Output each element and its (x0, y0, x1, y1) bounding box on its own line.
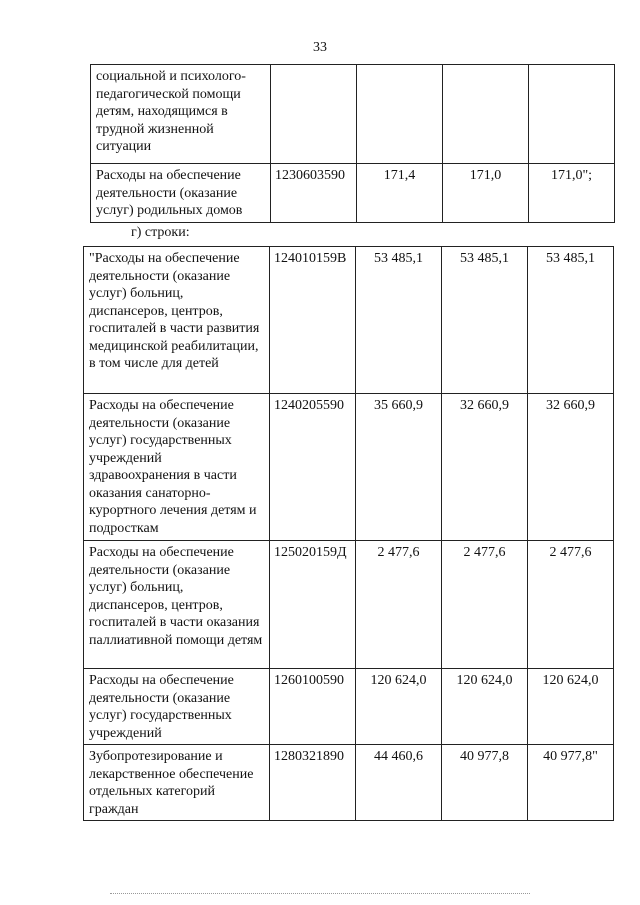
row-description: Расходы на обеспечение деятельности (оказание услуг) больниц, диспансеров, центров, госпиталей в части оказания паллиативной помощи детям (84, 541, 270, 669)
row-value-1: 35 660,9 (356, 394, 442, 541)
row-description: Расходы на обеспечение деятельности (оказание услуг) родильных домов (91, 164, 271, 223)
row-value-3 (529, 65, 615, 164)
row-description: социальной и психолого-педагогической помощи детям, находящимся в трудной жизненной ситуации (91, 65, 271, 164)
table-row (84, 394, 614, 541)
budget-table-rows (83, 246, 614, 821)
table-row (84, 247, 614, 394)
row-value-3: 2 477,6 (528, 541, 614, 669)
row-description: Зубопротезирование и лекарственное обеспечение отдельных категорий граждан (84, 745, 270, 821)
row-value-2: 120 624,0 (442, 669, 528, 745)
row-description: Расходы на обеспечение деятельности (оказание услуг) государственных учреждений (84, 669, 270, 745)
row-value-1: 2 477,6 (356, 541, 442, 669)
row-value-2 (443, 65, 529, 164)
row-description: Расходы на обеспечение деятельности (оказание услуг) государственных учреждений здравоохранения в части оказания санаторно-курортного лечения детям и подросткам (84, 394, 270, 541)
row-value-1: 171,4 (357, 164, 443, 223)
page-number: 33 (313, 40, 327, 55)
row-value-3: 171,0"; (529, 164, 615, 223)
row-code: 125020159Д (270, 541, 356, 669)
row-code: 124010159В (270, 247, 356, 394)
row-value-1: 53 485,1 (356, 247, 442, 394)
scan-footer-marks (110, 893, 530, 897)
section-label: г) строки: (131, 225, 190, 240)
row-value-1: 120 624,0 (356, 669, 442, 745)
row-value-3: 40 977,8" (528, 745, 614, 821)
row-code: 1230603590 (271, 164, 357, 223)
table-row (84, 669, 614, 745)
row-value-2: 53 485,1 (442, 247, 528, 394)
row-value-3: 32 660,9 (528, 394, 614, 541)
row-value-3: 53 485,1 (528, 247, 614, 394)
row-value-2: 171,0 (443, 164, 529, 223)
row-description: "Расходы на обеспечение деятельности (оказание услуг) больниц, диспансеров, центров, госпиталей в части развития медицинской реабилитации, в том числе для детей (84, 247, 270, 394)
row-code: 1280321890 (270, 745, 356, 821)
row-value-1: 44 460,6 (356, 745, 442, 821)
row-value-1 (357, 65, 443, 164)
row-value-2: 2 477,6 (442, 541, 528, 669)
table-row (84, 745, 614, 821)
table-row (84, 541, 614, 669)
table-row (91, 164, 615, 223)
row-value-2: 40 977,8 (442, 745, 528, 821)
table-row (91, 65, 615, 164)
row-value-2: 32 660,9 (442, 394, 528, 541)
row-code (271, 65, 357, 164)
row-value-3: 120 624,0 (528, 669, 614, 745)
row-code: 1240205590 (270, 394, 356, 541)
budget-table-continued (90, 64, 615, 223)
row-code: 1260100590 (270, 669, 356, 745)
